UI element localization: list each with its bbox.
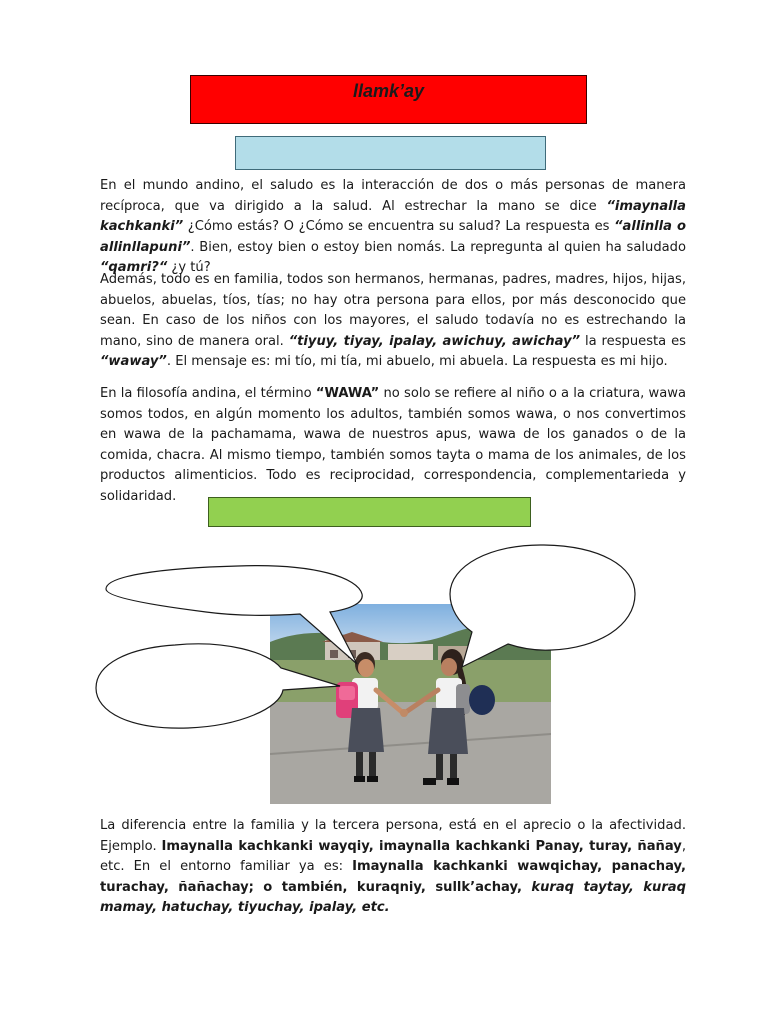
- text-run: “qamri?“: [100, 260, 168, 275]
- text-run: La diferencia entre la familia y la tercera persona, está en el aprecio o la afectividad. Ejemplo.: [100, 818, 686, 854]
- paragraph-diferencia: [100, 816, 686, 919]
- text-run: Imaynalla kachkanki wayqiy, imaynalla kachkanki Panay, turay, ñañay: [161, 838, 682, 854]
- schoolgirls-handshake-image: [270, 604, 551, 804]
- text-run: ¿Cómo estás? O ¿Cómo se encuentra su salud? La respuesta es: [183, 219, 615, 234]
- text-run: “tiyuy, tiyay, ipalay, awichuy, awichay”: [288, 333, 581, 349]
- text-run: Además, todo es en familia, todos son hermanos, hermanas, padres, madres, hijos, hijas, abuelos, abuelas, tíos, tías; no hay otra persona para ellos, por más desconocido que sean. En caso de los niños con los mayores, el saludo todavía no es estrechando la mano, sino de manera oral.: [100, 272, 686, 349]
- paragraph-saludo: [100, 176, 686, 279]
- text-run: , etc. En el entorno familiar ya es:: [100, 838, 686, 874]
- page-title: llamk’ay: [352, 81, 425, 101]
- greeting-photo: [270, 604, 551, 804]
- text-run: “waway”: [100, 354, 167, 369]
- text-run: . Bien, estoy bien o estoy bien nomás. La repregunta al quien ha saludado: [190, 239, 686, 255]
- text-run: Imaynalla kachkanki wawqichay, panachay, turachay, ñañachay; o también, kuraqniy, sullk’achay,: [100, 859, 686, 895]
- green-header-box: [208, 497, 531, 527]
- text-run: En la filosofía andina, el término: [100, 386, 316, 401]
- text-run: la respuesta es: [580, 333, 686, 349]
- title-banner: [190, 75, 587, 124]
- text-run: kuraq taytay, kuraq mamay, hatuchay, tiyuchay, ipalay, etc.: [100, 879, 686, 915]
- text-run: “WAWA”: [315, 386, 380, 401]
- paragraph-wawa: [100, 384, 686, 507]
- text-run: En el mundo andino, el saludo es la interacción de dos o más personas de manera recíproca, que va dirigido a la salud. Al estrechar la mano se dice: [100, 178, 686, 214]
- text-run: “allinlla o allinllapuni”: [100, 219, 686, 255]
- blue-header-box: [235, 136, 546, 170]
- text-run: “imaynalla kachkanki”: [100, 198, 686, 234]
- text-run: ¿y tú?: [167, 260, 211, 275]
- paragraph-familia: [100, 270, 686, 373]
- text-run: no solo se refiere al niño o a la criatura, wawa somos todos, en algún momento los adultos, también somos wawa, o nos convertimos en wawa de la pachamama, wawa de nuestros apus, wawa de los ganados o de la comida, chacra. Al mismo tiempo, también somos tayta o mama de los animales, de los productos alimenticios. Todo es reciprocidad, correspondencia, complementarieda y solidaridad.: [100, 386, 687, 504]
- text-run: . El mensaje es: mi tío, mi tía, mi abuelo, mi abuela. La respuesta es mi hijo.: [166, 354, 668, 369]
